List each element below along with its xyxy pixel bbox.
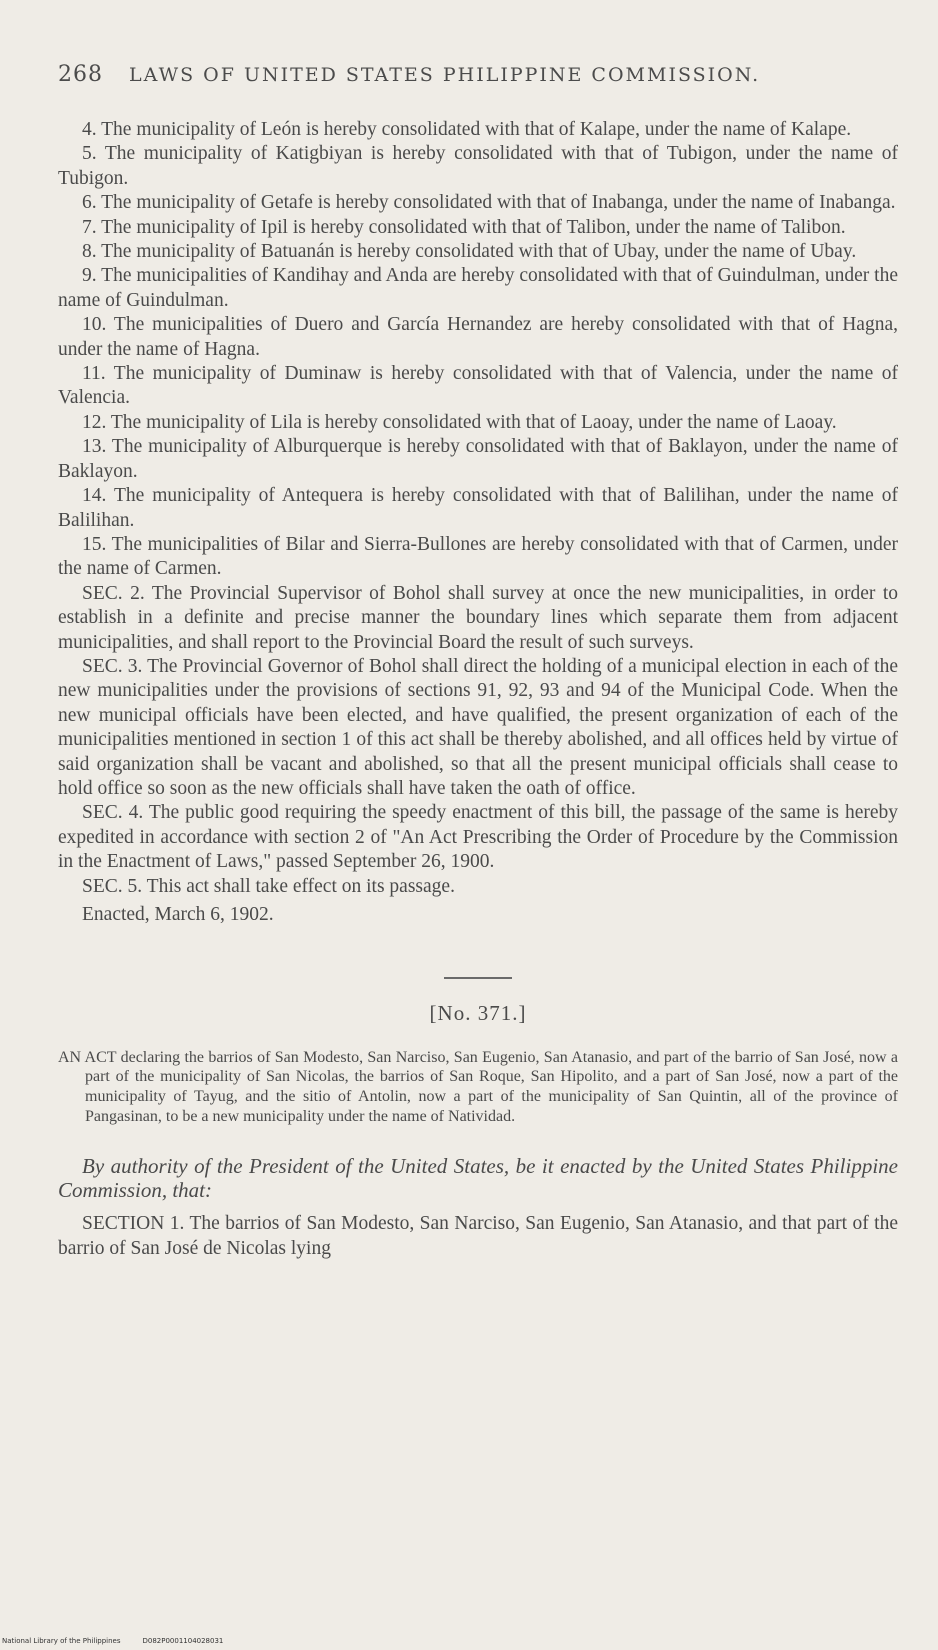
paragraph-item-13: 13. The municipality of Alburquerque is hereby consolidated with that of Baklayon, under the name of Baklayon. [58, 436, 898, 482]
paragraph-item-15: 15. The municipalities of Bilar and Sierra-Bullones are hereby consolidated with that of Carmen, under the name of Carmen. [58, 533, 898, 580]
running-header [58, 62, 898, 87]
paragraph-item-11: 11. The municipality of Duminaw is hereby consolidated with that of Valencia, under the name of Valencia. [58, 363, 898, 409]
enacting-clause: By authority of the President of the United States, be it enacted by the United States Philippine Commission, that: [58, 1154, 898, 1203]
act-title: AN ACT declaring the barrios of San Modesto, San Narciso, San Eugenio, San Atanasio, and part of the barrio of San José, now a part of the municipality of San Nicolas, the barrios of San Roque, San Hipolito, and a part of San José, now a part of the municipality of Tayug, and the sitio of Antolin, now a part of the municipality of San Quintin, all of the province of Pangasinan, to be a new municipality under the name of Natividad. [58, 1048, 898, 1125]
running-title: LAWS OF UNITED STATES PHILIPPINE COMMISSION. [129, 64, 761, 86]
footer-library: National Library of the Philippines [2, 1637, 121, 1645]
document-body [58, 118, 898, 1261]
paragraph-item-6: 6. The municipality of Getafe is hereby consolidated with that of Inabanga, under the name of Inabanga. [82, 192, 896, 214]
page-number: 268 [58, 62, 103, 87]
section-divider [444, 977, 512, 979]
act-section-1: SECTION 1. The barrios of San Modesto, San Narciso, San Eugenio, San Atanasio, and that part of the barrio of San José de Nicolas lying [58, 1213, 898, 1259]
paragraph-item-14: 14. The municipality of Antequera is hereby consolidated with that of Balilihan, under the name of Balilihan. [58, 485, 898, 531]
paragraph-item-4: 4. The municipality of León is hereby consolidated with that of Kalape, under the name of Kalape. [82, 119, 852, 140]
paragraph-item-8: 8. The municipality of Batuanán is hereby consolidated with that of Ubay, under the name of Ubay. [82, 241, 857, 263]
paragraph-sec-4: SEC. 4. The public good requiring the speedy enactment of this bill, the passage of the same is hereby expedited in accordance with section 2 of "An Act Prescribing the Order of Procedure by the Commission in the Enactment of Laws," passed September 26, 1900. [58, 802, 898, 873]
paragraph-sec-5: SEC. 5. This act shall take effect on its passage. [82, 875, 455, 897]
paragraph-item-9: 9. The municipalities of Kandihay and Anda are hereby consolidated with that of Guindulman, under the name of Guindulman. [58, 265, 898, 311]
paragraph-item-10: 10. The municipalities of Duero and García Hernandez are hereby consolidated with that of Hagna, under the name of Hagna. [58, 314, 898, 360]
paragraph-sec-3: SEC. 3. The Provincial Governor of Bohol shall direct the holding of a municipal election in each of the new municipalities under the provisions of sections 91, 92, 93 and 94 of the Municipal Code. When the new municipal officials have been elected, and have qualified, the present organization of each of the municipalities mentioned in section 1 of this act shall be thereby abolished, and all offices held by virtue of said organization shall be vacant and abolished, so that all the present municipal officials shall cease to hold office so soon as the new officials shall have taken the oath of office. [58, 655, 898, 799]
paragraph-item-5: 5. The municipality of Katigbiyan is hereby consolidated with that of Tubigon, under the name of Tubigon. [58, 143, 898, 189]
paragraph-item-12: 12. The municipality of Lila is hereby consolidated with that of Laoay, under the name of Laoay. [82, 411, 837, 433]
paragraph-item-7: 7. The municipality of Ipil is hereby consolidated with that of Talibon, under the name of Talibon. [82, 216, 846, 238]
scan-footer [2, 1637, 245, 1645]
act-number: [No. 371.] [429, 1001, 527, 1026]
footer-code: D082P0001104028031 [142, 1637, 224, 1645]
paragraph-sec-2: SEC. 2. The Provincial Supervisor of Bohol shall survey at once the new municipalities, in order to establish in a definite and precise manner the boundary lines which separate them from adjacent municipalities, and shall report to the Provincial Board the result of such surveys. [58, 582, 898, 653]
enacted-date: Enacted, March 6, 1902. [82, 904, 274, 925]
